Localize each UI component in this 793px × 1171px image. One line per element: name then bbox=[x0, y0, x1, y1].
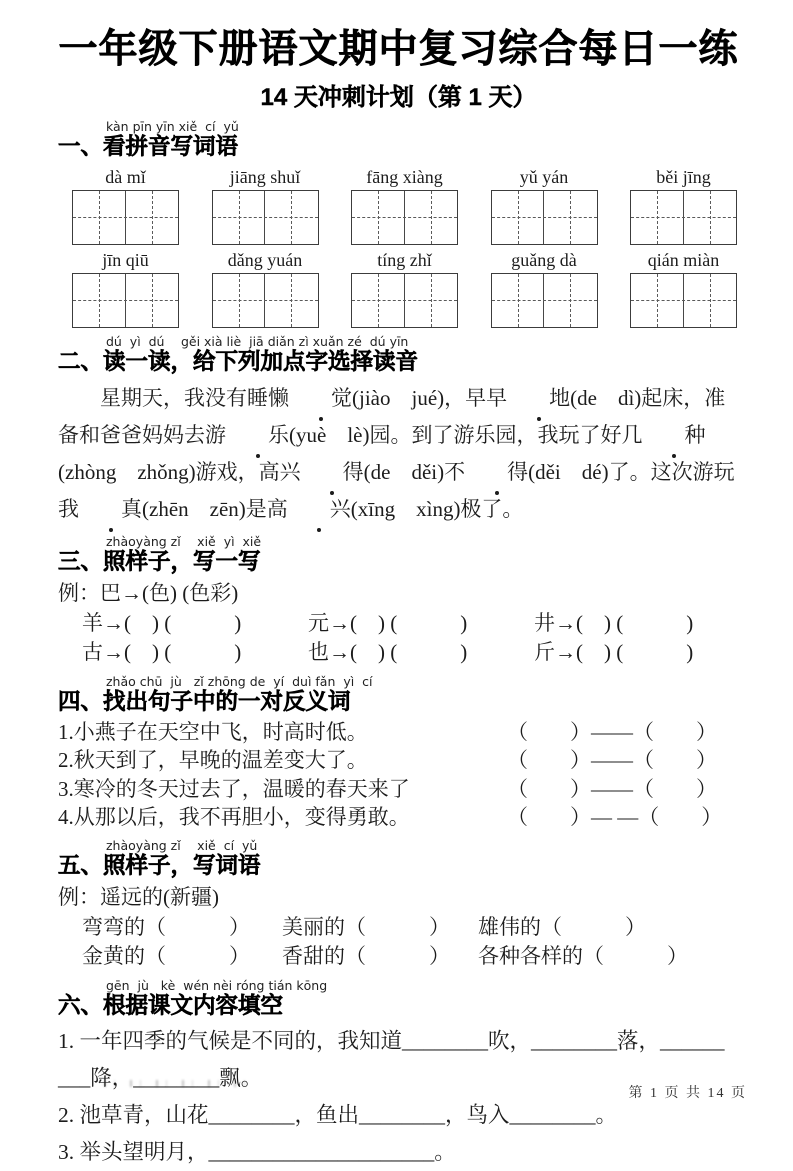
section-3-example: 例：巴→(色) (色彩) bbox=[58, 580, 239, 605]
section-4-heading: 四、找出句子中的一对反义词 bbox=[58, 688, 351, 714]
pinyin-label: yǔ yán bbox=[519, 166, 569, 187]
word-cell bbox=[351, 166, 458, 245]
word-fill-item: 金黄的（ ） bbox=[82, 944, 250, 969]
word-cell bbox=[630, 166, 737, 245]
section-pinyin-writing bbox=[58, 120, 739, 328]
grid-guide-line bbox=[213, 217, 318, 218]
char-extend-row bbox=[82, 638, 739, 668]
section-choose-pronunciation bbox=[58, 335, 739, 528]
grid-guide-line bbox=[352, 217, 457, 218]
text-segment: (de dì)起床，准备和爸爸妈妈去游 bbox=[58, 385, 726, 447]
section-5-pinyin: zhàoyàng zǐ xiě cí yǔ bbox=[106, 837, 258, 853]
pinyin-label: jiāng shuǐ bbox=[229, 166, 301, 187]
grid-guide-line bbox=[631, 300, 736, 301]
text-segment: (děi dé)了。这次游玩我 bbox=[58, 459, 735, 521]
char-extend-item: 古→( ) ( ) bbox=[82, 640, 242, 665]
word-fill-item: 弯弯的（ ） bbox=[82, 914, 250, 939]
dotted-char: 地 bbox=[507, 380, 570, 417]
writing-grid-box bbox=[491, 190, 598, 245]
section-6-pinyin: gēn jù kè wén nèi róng tián kōng bbox=[106, 977, 328, 993]
section-add-stroke bbox=[58, 535, 739, 668]
writing-grid-box bbox=[491, 273, 598, 328]
writing-grid-box bbox=[630, 273, 737, 328]
pinyin-label: qián miàn bbox=[647, 249, 720, 270]
section-4-pinyin: zhǎo chū jù zǐ zhōng de yí duì fǎn yì cí bbox=[106, 673, 373, 689]
word-fill-row bbox=[82, 913, 739, 943]
dotted-char: 得 bbox=[465, 454, 528, 491]
char-extend-row bbox=[82, 609, 739, 639]
word-cell bbox=[212, 249, 319, 328]
section-2-pinyin: dú yì dú gěi xià liè jiā diǎn zì xuǎn zé dú yīn bbox=[106, 333, 409, 349]
fill-blank-line: 1. 一年四季的气候是不同的，我知道________吹，________落，______ bbox=[58, 1028, 725, 1053]
fill-blank-line: 2. 池草青，山花________，鱼出________，鸟入________。 bbox=[58, 1102, 618, 1127]
section-5-example: 例：遥远的(新疆) bbox=[58, 884, 219, 909]
writing-grid-box bbox=[351, 190, 458, 245]
text-segment: 星期天，我没有睡懒 bbox=[100, 385, 289, 410]
section-2-heading: 二、读一读，给下列加点字选择读音 bbox=[58, 348, 419, 374]
text-segment: (de děi)不 bbox=[363, 459, 466, 484]
dotted-char: 觉 bbox=[289, 380, 352, 417]
text-segment: (xīng xìng)极了。 bbox=[350, 496, 524, 521]
word-cell bbox=[212, 166, 319, 245]
pinyin-label: tíng zhǐ bbox=[377, 249, 432, 270]
writing-grid-box bbox=[630, 190, 737, 245]
grid-guide-line bbox=[492, 217, 597, 218]
dotted-char: 兴 bbox=[288, 491, 351, 528]
text-segment: (zhēn zēn)是高 bbox=[142, 496, 288, 521]
section-1-pinyin: kàn pīn yīn xiě cí yǔ bbox=[106, 118, 239, 134]
answer-blanks: （ ）——（ ） bbox=[507, 776, 717, 801]
pinyin-label: dǎng yuán bbox=[227, 249, 303, 270]
grid-guide-line bbox=[631, 217, 736, 218]
page-subtitle: 14 天冲刺计划（第 1 天） bbox=[260, 83, 537, 111]
writing-grid-box bbox=[212, 273, 319, 328]
section-5-heading: 五、照样子，写词语 bbox=[58, 852, 261, 878]
page-title: 一年级下册语文期中复习综合每日一练 bbox=[58, 28, 739, 71]
fill-blank-item bbox=[58, 1134, 739, 1171]
section-3-heading: 三、照样子，写一写 bbox=[58, 548, 261, 574]
section-antonyms bbox=[58, 675, 739, 832]
pinyin-label: dà mǐ bbox=[105, 166, 146, 187]
answer-blanks: （ ）— —（ ） bbox=[507, 805, 723, 830]
char-extend-rows bbox=[58, 609, 739, 668]
fill-blank-item bbox=[58, 1097, 739, 1134]
dotted-char: 得 bbox=[301, 454, 364, 491]
pinyin-label: běi jīng bbox=[656, 166, 711, 187]
antonym-item bbox=[58, 803, 739, 832]
text-segment: (zhòng zhǒng)游戏，高兴 bbox=[58, 459, 301, 484]
word-cell bbox=[72, 166, 179, 245]
dotted-char: 乐 bbox=[226, 417, 289, 454]
section-fill-blanks bbox=[58, 979, 739, 1171]
writing-grid-box bbox=[212, 190, 319, 245]
grid-guide-line bbox=[352, 300, 457, 301]
word-fill-rows bbox=[58, 913, 739, 972]
dotted-char: 真 bbox=[79, 491, 142, 528]
char-extend-item: 井→( ) ( ) bbox=[534, 610, 694, 635]
answer-blanks: （ ）——（ ） bbox=[507, 719, 717, 744]
char-extend-item: 羊→( ) ( ) bbox=[82, 610, 242, 635]
grid-guide-line bbox=[492, 300, 597, 301]
pinyin-box-row bbox=[72, 166, 737, 245]
writing-grid-box bbox=[72, 273, 179, 328]
word-fill-item: 香甜的（ ） bbox=[282, 944, 450, 969]
word-cell bbox=[491, 249, 598, 328]
antonym-item bbox=[58, 718, 739, 747]
grid-guide-line bbox=[73, 300, 178, 301]
word-fill-row bbox=[82, 942, 739, 972]
antonym-item bbox=[58, 775, 739, 804]
text-segment: (jiào jué)，早早 bbox=[352, 385, 508, 410]
section-write-phrases bbox=[58, 839, 739, 972]
char-extend-item: 元→( ) ( ) bbox=[308, 610, 468, 635]
antonym-items bbox=[58, 718, 739, 832]
grid-guide-line bbox=[73, 217, 178, 218]
sentence-text: 4.从那以后，我不再胆小，变得勇敢。 bbox=[58, 805, 410, 830]
char-extend-item: 也→( ) ( ) bbox=[308, 640, 468, 665]
word-cell bbox=[491, 166, 598, 245]
reading-paragraph bbox=[58, 380, 739, 528]
word-fill-item: 美丽的（ ） bbox=[282, 914, 450, 939]
word-cell bbox=[351, 249, 458, 328]
sentence-text: 3.寒冷的冬天过去了，温暖的春天来了 bbox=[58, 776, 410, 801]
pinyin-label: guǎng dà bbox=[511, 249, 577, 270]
char-extend-item: 斤→( ) ( ) bbox=[534, 640, 694, 665]
grid-guide-line bbox=[213, 300, 318, 301]
scan-artifact bbox=[104, 1080, 254, 1087]
pinyin-label: jīn qiū bbox=[102, 249, 149, 270]
word-fill-item: 各种各样的（ ） bbox=[478, 944, 688, 969]
fill-blank-line: 3. 举头望明月，_____________________。 bbox=[58, 1139, 456, 1164]
section-1-heading: 一、看拼音写词语 bbox=[58, 133, 239, 159]
section-6-heading: 六、根据课文内容填空 bbox=[58, 992, 284, 1018]
page-number: 第 1 页 共 14 页 bbox=[628, 1086, 747, 1101]
fill-blank-line: ___降，________飘。 bbox=[58, 1065, 263, 1090]
sentence-text: 1.小燕子在天空中飞，时高时低。 bbox=[58, 719, 368, 744]
text-segment: (yuè lè)园。到了游乐园，我玩了好几 bbox=[289, 422, 643, 447]
word-cell bbox=[72, 249, 179, 328]
antonym-item bbox=[58, 746, 739, 775]
writing-grid-area bbox=[72, 166, 737, 328]
word-fill-item: 雄伟的（ ） bbox=[478, 914, 646, 939]
pinyin-label: fāng xiàng bbox=[366, 166, 443, 187]
answer-blanks: （ ）——（ ） bbox=[507, 748, 717, 773]
writing-grid-box bbox=[72, 190, 179, 245]
word-cell bbox=[630, 249, 737, 328]
dotted-char: 种 bbox=[642, 417, 705, 454]
writing-grid-box bbox=[351, 273, 458, 328]
section-3-pinyin: zhàoyàng zǐ xiě yì xiě bbox=[106, 533, 262, 549]
pinyin-box-row bbox=[72, 249, 737, 328]
sentence-text: 2.秋天到了，早晚的温差变大了。 bbox=[58, 748, 368, 773]
